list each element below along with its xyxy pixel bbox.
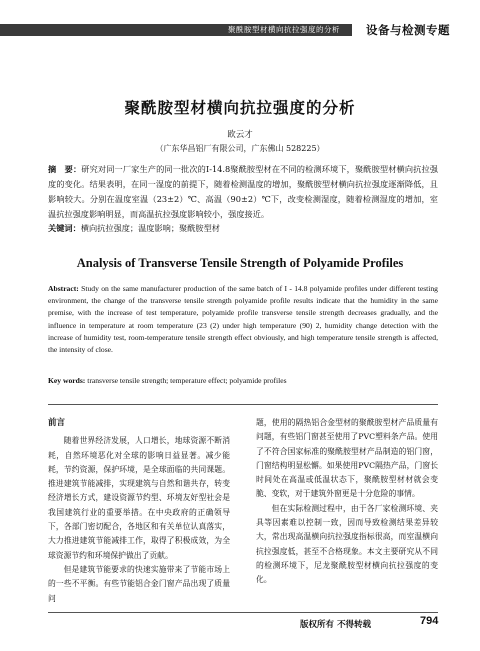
body-paragraph: 随着世界经济发展，人口增长，地球资源不断消耗，自然环境恶化对全球的影响日益显著。减少能耗，节约资源，保护环境，是全球面临的共同课题。推进建筑节能减排，实现建筑与自然和谐共存，转变经济增长方式，建设资源节约型、环境友好型社会是我国建筑行业的重要举措。在中央政府的正确领导下，各部门密切配合，各地区和有关单位认真落实，大力推进建筑节能减排工作，取得了积极成效，为全球资源节约和环境保护做出了贡献。 [48, 436, 230, 560]
article-title-en: Analysis of Transverse Tensile Strength of Polyamide Profiles [76, 256, 404, 270]
article-title-cn: 聚酰胺型材横向抗拉强度的分析 [124, 99, 356, 117]
body-paragraph: 但是建筑节能要求的快速实施带来了节能市场上的一些不平衡。有些节能铝合金门窗产品出现了质量问 [48, 564, 230, 603]
keywords-en [48, 375, 438, 387]
abstract-cn [48, 162, 438, 222]
section-label: 设备与检测专题 [366, 23, 450, 37]
section-heading: 前言 [48, 418, 66, 428]
abstract-en-label: Abstract: [48, 284, 79, 293]
body-column-right [256, 416, 438, 588]
divider-rule [48, 404, 438, 405]
keywords-en-text: transverse tensile strength; temperature effect; polyamide profiles [87, 376, 287, 385]
footer-rule [48, 612, 438, 613]
abstract-en-text: Study on the same manufacturer production of the same batch of I - 14.8 polyamide profiles under different testing environment, the change of the transverse tensile strength polyamide profile results indicate that the humidity in the same premise, with the increase of test temperature, polyamide profile transverse tensile strength decreases gradually, and the influence in temperature at room temperature (23 (2) under high temperature (90) 2, humidity change detection with the increase of humidity test, room-temperature tensile strength effect obviously, and high temperature tensile strength is affected, the intensity of close. [48, 284, 438, 355]
abstract-cn-label: 摘 要： [48, 164, 82, 174]
keywords-cn-label: 关键词： [48, 223, 81, 233]
keywords-en-label: Key words: [48, 376, 86, 385]
abstract-cn-text: 研究对同一厂家生产的同一批次的I-14.8聚酰胺型材在不同的检测环境下，聚酰胺型材横向抗拉强度的变化。结果表明，在同一湿度的前提下，随着检测温度的增加，聚酰胺型材横向抗拉强度逐渐降低，且影响较大。分别在温度室温（23±2）℃、高温（90±2）℃下，改变检测湿度，随着检测湿度的增加，室温抗拉强度影响明显，而高温抗拉强度影响较小，强度接近。 [48, 164, 438, 219]
keywords-cn-text: 横向抗拉强度；温度影响；聚酰胺型材 [80, 223, 220, 233]
page-header [0, 0, 480, 44]
body-paragraph: 但在实际检测过程中，由于各厂家检测环境、夹具等因素难以控制一致，因而导致检测结果差异较大，常出现高温横向抗拉强度指标很高，而室温横向抗拉强度低，甚至不合格现象。本文主要研究从不同的检测环境下，尼龙聚酰胺型材横向抗拉强度的变化。 [256, 503, 438, 585]
author-name: 欧云才 [227, 130, 253, 140]
abstract-en [48, 283, 438, 356]
author-affiliation: （广东华昌铝厂有限公司，广东佛山 528225） [155, 144, 325, 153]
keywords-cn [48, 222, 438, 235]
body-column-left [48, 416, 230, 606]
body-paragraph: 题，使用的隔热铝合金型材的聚酰胺型材产品质量有问题，有些铝门窗甚至使用了PVC塑料条产品。使用了不符合国家标准的聚酰胺型材产品制造的铝门窗，门窗结构明显松懈。如果使用PVC隔热产品，门窗长时间处在高温或低温状态下，聚酰胺型材材就会变脆、变软，对于建筑外窗更是十分危险的事情。 [256, 418, 438, 499]
header-bar [0, 24, 352, 36]
running-title: 聚酰胺型材横向抗拉强度的分析 [228, 25, 340, 34]
copyright-notice: 版权所有 不得转载 [300, 620, 371, 630]
page-number: 794 [420, 615, 439, 627]
